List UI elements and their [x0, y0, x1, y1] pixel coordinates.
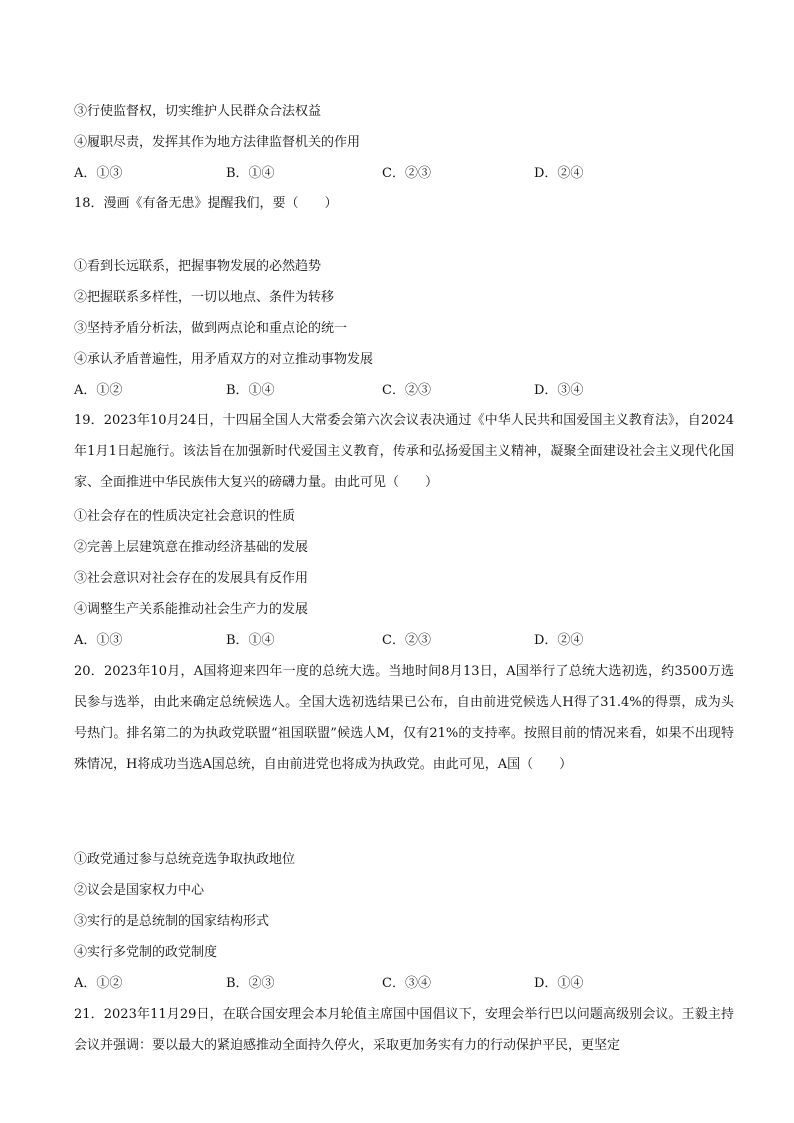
- q20-item-3: ③实行的是总统制的国家结构形式: [74, 914, 270, 929]
- q18-item-3: ③坚持矛盾分析法，做到两点论和重点论的统一: [74, 321, 348, 336]
- option-c: C．②③: [382, 633, 431, 648]
- q20-stem: 20．2023年10月，A国将迎来四年一度的总统大选。当地时间8月13日，A国举行了总统大选初选，约3500万选民参与选举，由此来确定总统候选人。全国大选初选结果已公布，自由前进党候选人H得了31.4%的得票，成为头号热门。排名第二的为执政党联盟“祖国联盟”候选人M，仅有21%的支持率。按照目前的情况来看，如果不出现特殊情况，H将成功当选A国总统，自由前进党也将成为执政党。由此可见，A国（ ）: [74, 664, 734, 772]
- option-a: A．①②: [74, 383, 123, 398]
- q18-item-4: ④承认矛盾普遍性，用矛盾双方的对立推动事物发展: [74, 352, 374, 367]
- q17-item-4: ④履职尽责，发挥其作为地方法律监督机关的作用: [74, 135, 361, 150]
- option-b: B．②③: [226, 976, 275, 991]
- option-d: D．②④: [534, 166, 584, 181]
- q19-item-2: ②完善上层建筑意在推动经济基础的发展: [74, 540, 309, 555]
- q17-item-3: ③行使监督权，切实维护人民群众合法权益: [74, 104, 322, 119]
- option-d: D．①④: [534, 976, 584, 991]
- q19-options: [74, 632, 734, 650]
- q19-item-4: ④调整生产关系能推动社会生产力的发展: [74, 602, 309, 617]
- option-c: C．②③: [382, 383, 431, 398]
- option-a: A．①③: [74, 633, 123, 648]
- q20-item-4: ④实行多党制的政党制度: [74, 945, 218, 960]
- q18-item-1: ①看到长远联系，把握事物发展的必然趋势: [74, 259, 322, 274]
- option-d: D．③④: [534, 383, 584, 398]
- option-a: A．①③: [74, 166, 123, 181]
- q18-item-2: ②把握联系多样性，一切以地点、条件为转移: [74, 290, 335, 305]
- q19-item-1: ①社会存在的性质决定社会意识的性质: [74, 509, 296, 524]
- q19-item-3: ③社会意识对社会存在的发展具有反作用: [74, 571, 309, 586]
- option-b: B．①④: [226, 166, 275, 181]
- q21-stem: 21．2023年11月29日，在联合国安理会本月轮值主席国中国倡议下，安理会举行巴以问题高级别会议。王毅主持会议并强调：要以最大的紧迫感推动全面持久停火，采取更加务实有力的行动保护平民，更坚定: [74, 1007, 734, 1053]
- option-a: A．①②: [74, 976, 123, 991]
- option-d: D．②④: [534, 633, 584, 648]
- option-b: B．①④: [226, 633, 275, 648]
- q20-options: [74, 975, 734, 993]
- option-c: C．②③: [382, 166, 431, 181]
- q20-item-1: ①政党通过参与总统竞选争取执政地位: [74, 852, 296, 867]
- q19-stem: 19．2023年10月24日，十四届全国人大常委会第六次会议表决通过《中华人民共和国爱国主义教育法》，自2024年1月1日起施行。该法旨在加强新时代爱国主义教育，传承和弘扬爱国主义精神，凝聚全面建设社会主义现代化国家、全面推进中华民族伟大复兴的磅礴力量。由此可见（ ）: [74, 413, 734, 490]
- option-b: B．①④: [226, 383, 275, 398]
- q17-options: [74, 165, 734, 183]
- option-c: C．③④: [382, 976, 431, 991]
- q20-item-2: ②议会是国家权力中心: [74, 883, 205, 898]
- q18-stem: 18．漫画《有备无患》提醒我们，要（ ）: [74, 196, 338, 211]
- q18-options: [74, 382, 734, 400]
